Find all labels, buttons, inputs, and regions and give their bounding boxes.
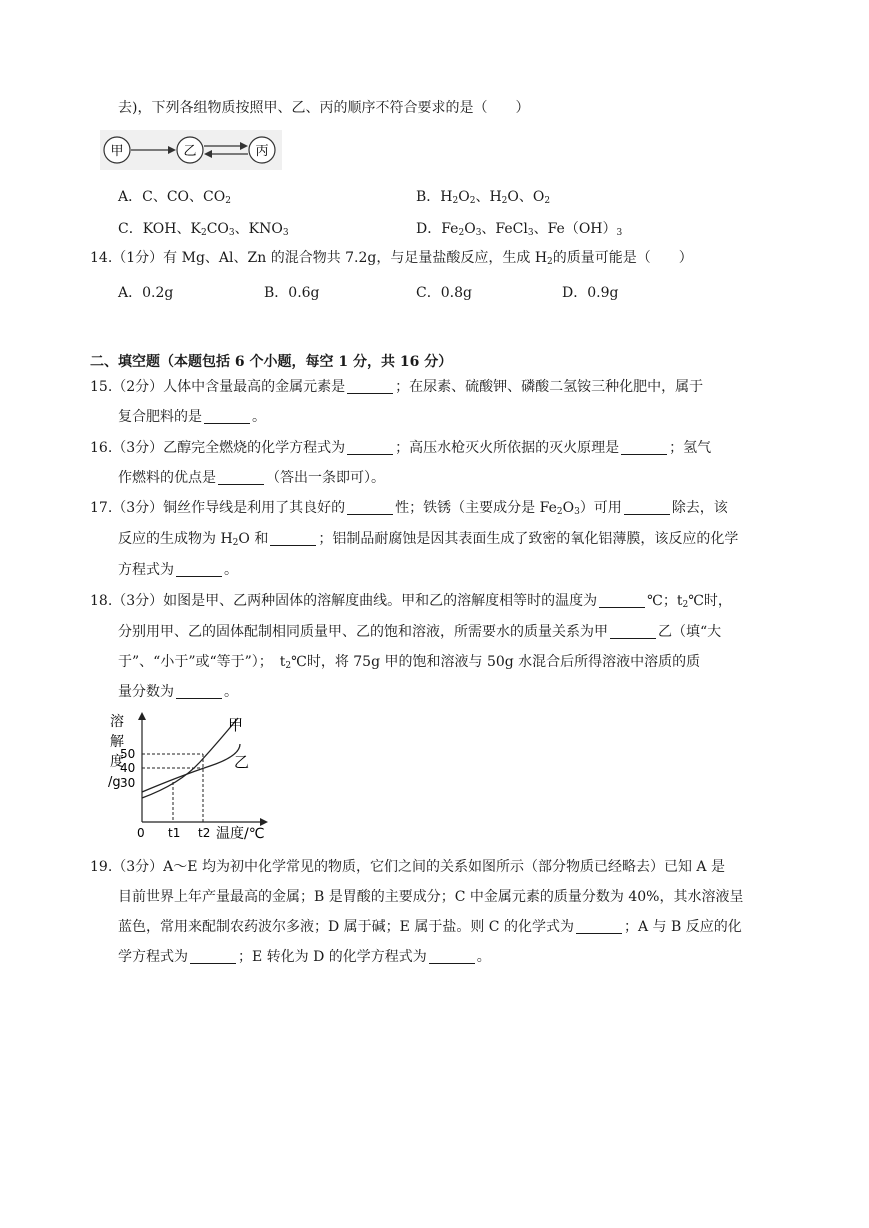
xtick-t2: t2	[198, 826, 211, 840]
q13-option-c: C．KOH、$K_2CO_3$、$KNO_3$	[118, 221, 289, 238]
answer-blank[interactable]	[429, 949, 475, 964]
answer-blank[interactable]	[576, 919, 622, 934]
y-label-2: 解	[110, 734, 124, 750]
node-yi-label: 乙	[183, 144, 197, 159]
section-title: 二、填空题（本题包括 6 个小题，每空 1 分，共 16 分）	[90, 354, 453, 370]
q14-option-b: B．0.6g	[264, 285, 320, 301]
q18-line2: 分别用甲、乙的固体配制相同质量甲、乙的饱和溶液，所需要水的质量关系为甲 乙（填“大	[118, 624, 722, 640]
y-label-3: 度	[110, 754, 124, 770]
xtick-0: 0	[137, 826, 145, 840]
answer-blank[interactable]	[176, 684, 222, 699]
answer-blank[interactable]	[176, 562, 222, 577]
q15-line1: 15.（2分）人体中含量最高的金属元素是 ；在尿素、硫酸钾、磷酸二氢铵三种化肥中，属于	[90, 379, 704, 395]
q19-line4: 学方程式为 ；E 转化为 D 的化学方程式为 。	[118, 949, 491, 965]
ytick-30: 30	[120, 776, 136, 790]
q13-stem-text: 去)，下列各组物质按照甲、乙、丙的顺序不符合要求的是（ ）	[118, 100, 530, 116]
q19-line1: 19.（3分）A～E 均为初中化学常见的物质，它们之间的关系如图所示（部分物质已经略去）已知 A 是	[90, 859, 725, 875]
answer-blank[interactable]	[347, 500, 393, 515]
answer-blank[interactable]	[610, 624, 656, 639]
label-jia: 甲	[228, 716, 244, 734]
answer-blank[interactable]	[347, 440, 393, 455]
q17-line1: 17.（3分）铜丝作导线是利用了其良好的 性；铁锈（主要成分是 $Fe_2O_3$）可用 除去，该	[90, 500, 728, 517]
xtick-t1: t1	[168, 826, 181, 840]
solubility-chart	[100, 712, 280, 842]
q13-stem-tail	[118, 99, 529, 117]
answer-blank[interactable]	[270, 531, 316, 546]
ytick-40: 40	[120, 761, 136, 775]
answer-blank[interactable]	[218, 470, 264, 485]
q13-option-b: B．$H_2O_2$、$H_2O$、$O_2$	[416, 189, 551, 206]
q13-conversion-diagram	[100, 130, 282, 170]
answer-blank[interactable]	[621, 440, 667, 455]
node-bing-label: 丙	[255, 144, 269, 159]
answer-blank[interactable]	[599, 593, 645, 608]
q13-option-a: A．C、CO、$CO_2$	[118, 189, 231, 206]
q18-line4: 量分数为 。	[118, 684, 238, 700]
q14-option-a: A．0.2g	[118, 285, 174, 301]
node-jia-label: 甲	[110, 144, 124, 159]
answer-blank[interactable]	[190, 949, 236, 964]
answer-blank[interactable]	[204, 409, 250, 424]
q17-line2: 反应的生成物为 $H_2O$ 和 ；铝制品耐腐蚀是因其表面生成了致密的氧化铝薄膜，该反应的化学	[118, 531, 739, 548]
y-label-4: /g	[108, 775, 121, 790]
answer-blank[interactable]	[624, 500, 670, 515]
q19-line2: 目前世界上年产量最高的金属；B 是胃酸的主要成分；C 中金属元素的质量分数为 40%，其水溶液呈	[118, 889, 744, 905]
ytick-50: 50	[120, 747, 136, 761]
x-axis-arrow	[260, 818, 268, 826]
q14-option-d: D．0.9g	[562, 285, 619, 301]
q16-line2: 作燃料的优点是 （答出一条即可）。	[118, 470, 385, 486]
q18-line3: 于”、“小于”或“等于”）； $t_2℃$时，将 75g 甲的饱和溶液与 50g 水混合后所得溶液中溶质的质	[118, 654, 701, 671]
x-label: 温度/℃	[216, 826, 265, 842]
q17-line3: 方程式为 。	[118, 562, 238, 578]
q18-line1: 18.（3分）如图是甲、乙两种固体的溶解度曲线。甲和乙的溶解度相等时的温度为 ℃；$t_2℃$时，	[90, 593, 732, 610]
label-yi: 乙	[234, 753, 250, 771]
y-axis-arrow	[138, 712, 146, 720]
q13-option-d: D．$Fe_2O_3$、FeCl$_3$、$Fe(OH)_3$	[416, 221, 623, 238]
q15-line2: 复合肥料的是 。	[118, 409, 266, 425]
q16-line1: 16.（3分）乙醇完全燃烧的化学方程式为 ；高压水枪灭火所依据的灭火原理是 ；氢气	[90, 440, 712, 456]
curve-yi	[142, 744, 240, 792]
q14-stem: 14.（1分）有 Mg、Al、Zn 的混合物共 7.2g，与足量盐酸反应，生成 $H_2$的质量可能是（ ）	[90, 250, 693, 267]
y-label-1: 溶	[110, 714, 124, 730]
q14-option-c: C．0.8g	[416, 285, 472, 301]
q19-line3: 蓝色，常用来配制农药波尔多液；D 属于碱；E 属于盐。则 C 的化学式为 ；A 与 B 反应的化	[118, 919, 742, 935]
answer-blank[interactable]	[347, 379, 393, 394]
